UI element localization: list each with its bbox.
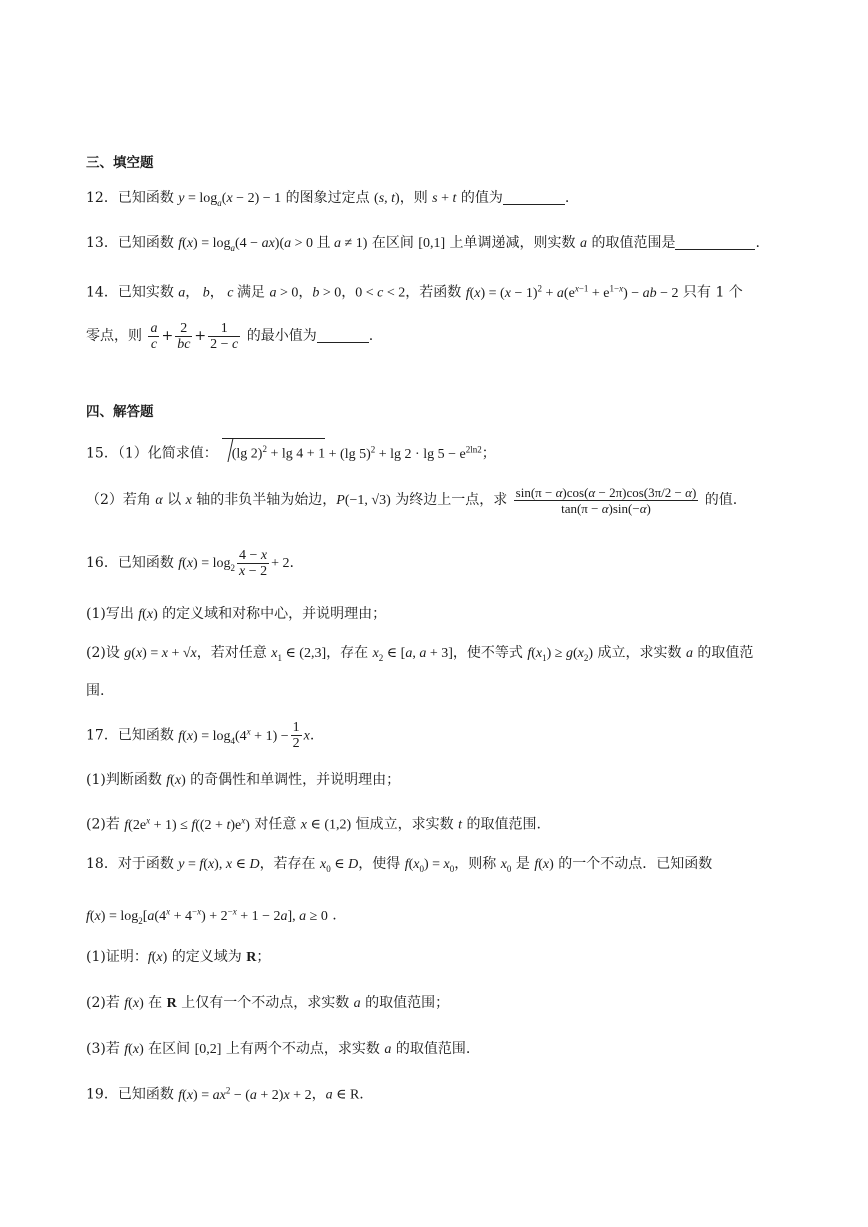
question-18-line2: $f(x) = \log_2[a(4^x + 4^{-x}) + 2^{-x} + 1 - 2a]$, a ≥ 0 .: [86, 906, 337, 926]
q12-text: 的值为: [456, 190, 503, 206]
q15-text: ；: [481, 445, 496, 462]
q16-text: 的取值范: [692, 645, 754, 661]
q19-text: .: [359, 1086, 364, 1103]
section-heading-fill-in: 三、填空题: [86, 155, 154, 171]
q12-text: 的图象过定点: [281, 190, 375, 206]
q14-text: 只有 1 个: [678, 284, 743, 301]
question-15-part1: 15．（1）化简求值： (lg 2)$^2$ + lg 4 + 1 + (lg $5)^2 + \lg 2 \cdot \lg 5 - e^{2ln2}$；: [86, 438, 496, 465]
question-16-sub2-line2: 围.: [86, 683, 105, 699]
q14-text: 14．已知实数: [86, 284, 179, 301]
q12-text: 12．已知函数: [86, 190, 179, 206]
q16-text: 的定义域和对称中心，并说明理由；: [157, 606, 387, 622]
q15-text: 轴的非负半轴为始边，: [191, 492, 337, 508]
q18-text: (2)若: [86, 995, 125, 1011]
question-19: 19．已知函数 $f(x) = ax^2 - (a + 2)x + 2$，a ∈ R.: [86, 1085, 364, 1103]
q13-text: 上单调递减，则实数: [445, 235, 581, 251]
q13-text: 在区间: [367, 235, 419, 251]
question-14-line2: 零点，则 $\frac{a}{c}$ + $\frac{2}{bc}$ + $\frac{1}{2 - c}$ 的最小值为 .: [86, 320, 374, 352]
question-18: 18．对于函数 y = f(x), x ∈ D，若存在 $x_0$ ∈ D，使得 $f(x_0) = x_0$，则称 $x_0$ 是 f(x) 的一个不动点．已知函数: [86, 856, 713, 874]
question-12: 12．已知函数 $y = \log_a(x - 2) - 1$ 的图象过定点 (s, t)，则 s + t 的值为 .: [86, 190, 570, 208]
q17-text: 恒成立，求实数: [351, 816, 459, 833]
q16-text: (1)写出: [86, 606, 139, 622]
q16-text: ，存在: [326, 645, 373, 661]
q18-text: 在: [143, 995, 167, 1011]
q15-text: 为终边上一点，求: [390, 492, 512, 508]
q15-text: 的值.: [700, 492, 738, 508]
q18-text: ，使得: [358, 856, 405, 872]
q18-text: 的取值范围；: [360, 995, 450, 1011]
q18-text: ，则称: [454, 856, 501, 872]
q15-text: 15．（1）化简求值：: [86, 445, 218, 462]
q18-text: 是: [511, 856, 535, 872]
q12-text: .: [564, 190, 570, 206]
q15-text: （2）若角: [86, 492, 156, 508]
q18-text: 的取值范围.: [391, 1041, 471, 1057]
q17-text: 的取值范围.: [462, 816, 541, 833]
q18-text: 的定义域为: [167, 949, 247, 965]
q16-text: ，使不等式: [452, 645, 528, 661]
q18-text: ；: [256, 949, 271, 965]
q18-text: (3)若: [86, 1041, 125, 1057]
question-18-sub1: (1)证明：f(x) 的定义域为 R；: [86, 949, 271, 965]
q16-text: ，若对任意: [196, 645, 272, 661]
q14-text: 的最小值为: [242, 328, 317, 344]
q18-text: (1)证明：: [86, 949, 148, 965]
q14-text: ，若函数: [405, 284, 466, 301]
q16-text: (2)设: [86, 645, 125, 661]
q16-text: .: [289, 555, 294, 571]
q16-text: 成立，求实数: [593, 645, 686, 661]
q17-text: 17．已知函数: [86, 727, 179, 744]
question-14: 14．已知实数 a， b， c 满足 a > 0，b > 0，0 < c < 2，若函数 $f(x) = (x - 1)^2 + a(e^{x-1} + e^{1-x})$ − ab − 2 只有 1 个: [86, 283, 743, 301]
question-17: 17．已知函数 $f(x) = \log_4(4^x + 1)$ − $\frac{1}{2}$ x.: [86, 720, 315, 752]
q17-text: 的奇偶性和单调性，并说明理由；: [185, 772, 401, 788]
q16-text: 16．已知函数: [86, 555, 179, 571]
question-16-sub2: (2)设 g(x) = x + √x，若对任意 $x_1$ ∈ (2,3]，存在 $x_2$ ∈ [a, a + 3]，使不等式 $f(x_1) \ge g(x_2)$ 成立，求实数 a 的取值范: [86, 645, 754, 663]
q18-text: 的一个不动点．已知函数: [553, 856, 713, 872]
q13-text: 的取值范围是: [587, 235, 676, 251]
answer-blank: [317, 328, 369, 343]
question-18-sub2: (2)若 f(x) 在 R 上仅有一个不动点，求实数 a 的取值范围；: [86, 995, 450, 1011]
question-18-sub3: (3)若 f(x) 在区间 [0,2] 上有两个不动点，求实数 a 的取值范围.: [86, 1041, 471, 1057]
q18-text: ，若存在: [259, 856, 321, 872]
q14-text: 满足: [236, 284, 270, 301]
q14-text: 零点，则: [86, 328, 147, 344]
q13-text: .: [755, 235, 760, 251]
q12-text: ，则: [399, 190, 433, 206]
q17-text: (1)判断函数: [86, 772, 167, 788]
question-17-sub1: (1)判断函数 f(x) 的奇偶性和单调性，并说明理由；: [86, 772, 401, 788]
question-16: 16．已知函数 $f(x) = \log_2$ $\frac{4 - x}{x - 2}$ + 2.: [86, 547, 294, 579]
q17-text: 对任意: [249, 816, 301, 833]
q17-text: .: [309, 727, 315, 744]
q13-text: 13．已知函数: [86, 235, 179, 251]
section-heading-answer: 四、解答题: [86, 404, 154, 420]
q15-text: 以: [162, 492, 186, 508]
q19-text: 19．已知函数: [86, 1086, 179, 1103]
question-17-sub2: (2)若 $f(2e^x + 1) \le f((2 + t)e^x)$ 对任意 x ∈ (1,2) 恒成立，求实数 t 的取值范围.: [86, 815, 541, 833]
q18-text: 上仅有一个不动点，求实数: [176, 995, 354, 1011]
question-16-sub1: (1)写出 f(x) 的定义域和对称中心，并说明理由；: [86, 606, 387, 622]
answer-blank: [675, 235, 755, 250]
q18-text: 上有两个不动点，求实数: [221, 1041, 385, 1057]
q18-text: 18．对于函数: [86, 856, 179, 872]
question-13: 13．已知函数 $f(x) = \log_a(4 - ax)(a > 0$ 且 a ≠ 1) 在区间 [0,1] 上单调递减，则实数 a 的取值范围是 .: [86, 235, 760, 253]
q18-text: 在区间: [143, 1041, 195, 1057]
answer-blank: [503, 190, 565, 205]
q14-text: .: [368, 328, 374, 344]
q19-text: ，: [311, 1086, 326, 1103]
q18-text: .: [327, 907, 337, 924]
q17-text: (2)若: [86, 816, 125, 833]
question-15-part2: （2）若角 α 以 x 轴的非负半轴为始边，P(−1, √3) 为终边上一点，求 $\frac{\sin(\pi - \alpha)\cos(\alpha - 2\pi)\cos(3\pi/2 - \alpha)}{\tan(\pi - \alpha)\sin(-\alpha)}$ 的值.: [86, 484, 738, 516]
